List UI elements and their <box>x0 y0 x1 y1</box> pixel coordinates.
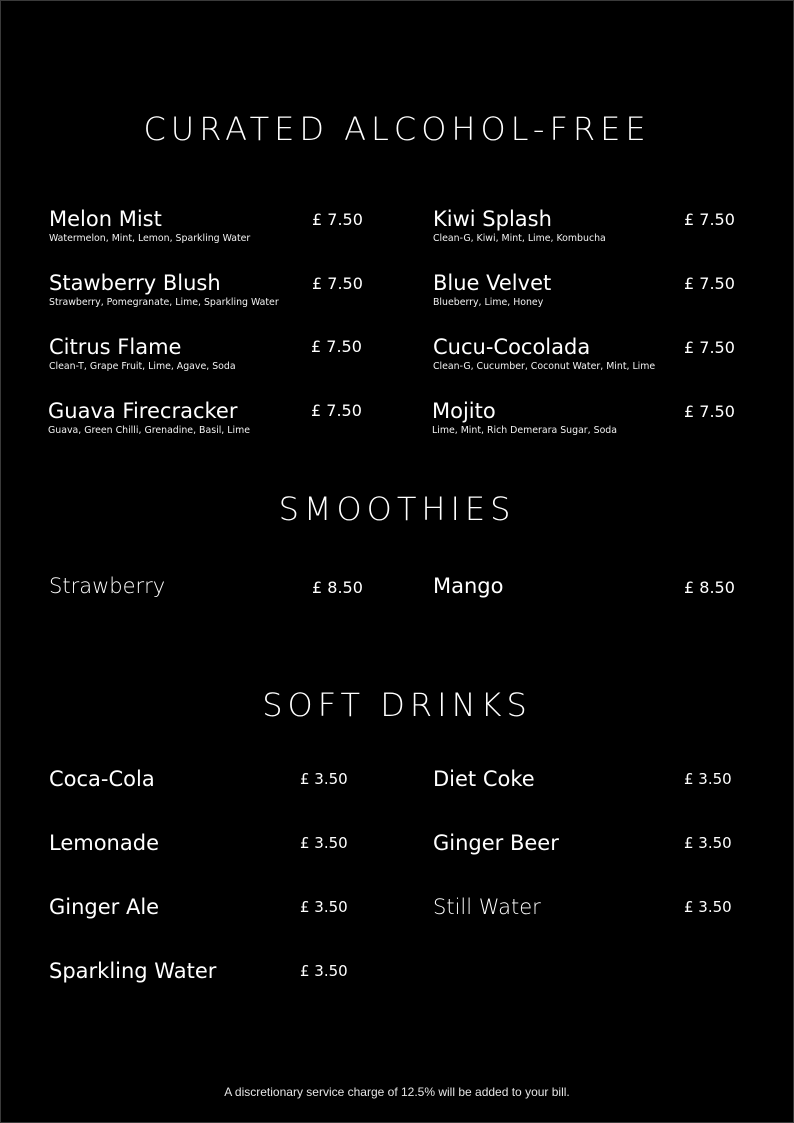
item-description: Watermelon, Mint, Lemon, Sparkling Water <box>49 233 251 244</box>
item-description: Clean-G, Cucumber, Coconut Water, Mint, Lime <box>433 361 656 372</box>
item-price: £ 3.50 <box>684 834 732 852</box>
item-price: £ 7.50 <box>684 210 735 229</box>
item-price: £ 8.50 <box>312 578 363 597</box>
menu-item-stawberry-blush <box>49 270 279 309</box>
menu-item-lemonade <box>49 830 159 856</box>
menu-item-melon-mist <box>49 206 250 245</box>
item-price: £ 7.50 <box>312 274 363 293</box>
item-name: Melon Mist <box>49 207 162 231</box>
item-price: £ 3.50 <box>300 898 348 916</box>
menu-item-sparkling-water <box>49 958 216 984</box>
item-name: Blue Velvet <box>433 271 552 295</box>
item-price: £ 7.50 <box>311 337 362 356</box>
item-price: £ 3.50 <box>684 770 732 788</box>
menu-item-guava-firecracker <box>48 398 250 437</box>
menu-item-citrus-flame <box>49 334 236 373</box>
menu-item-ginger-beer <box>433 830 559 856</box>
item-name: Mango <box>433 574 504 598</box>
item-description: Guava, Green Chilli, Grenadine, Basil, Lime <box>48 425 250 436</box>
item-price: £ 3.50 <box>300 962 348 980</box>
menu-item-coca-cola <box>49 766 155 792</box>
item-name: Mojito <box>432 399 496 423</box>
menu-item-strawberry <box>49 573 165 599</box>
item-name: Sparkling Water <box>49 959 217 983</box>
section-title-soft-drinks: SOFT DRINKS <box>262 686 532 724</box>
item-price: £ 7.50 <box>312 210 363 229</box>
item-price: £ 7.50 <box>684 402 735 421</box>
item-price: £ 3.50 <box>300 770 348 788</box>
item-description: Clean-G, Kiwi, Mint, Lime, Kombucha <box>433 233 606 244</box>
item-price: £ 3.50 <box>300 834 348 852</box>
menu-item-ginger-ale <box>49 894 159 920</box>
item-name: Lemonade <box>49 831 159 855</box>
item-name: Ginger Beer <box>433 831 559 855</box>
menu-item-mango <box>433 573 503 599</box>
item-name: Stawberry Blush <box>49 271 221 295</box>
item-description: Strawberry, Pomegranate, Lime, Sparkling Water <box>49 297 279 308</box>
item-price: £ 7.50 <box>684 338 735 357</box>
menu-item-diet-coke <box>433 766 535 792</box>
item-price: £ 3.50 <box>684 898 732 916</box>
item-name: Ginger Ale <box>49 895 160 919</box>
item-name: Kiwi Splash <box>433 207 552 231</box>
item-price: £ 7.50 <box>311 401 362 420</box>
service-charge-note: A discretionary service charge of 12.5% will be added to your bill. <box>224 1085 570 1099</box>
menu-item-blue-velvet <box>433 270 551 309</box>
item-description: Lime, Mint, Rich Demerara Sugar, Soda <box>432 425 618 436</box>
item-name: Strawberry <box>49 574 166 598</box>
item-name: Guava Firecracker <box>48 399 238 423</box>
menu-item-kiwi-splash <box>433 206 606 245</box>
menu-item-mojito <box>432 398 617 437</box>
menu-item-cucu-cocolada <box>433 334 655 373</box>
section-title-alcohol-free: CURATED ALCOHOL-FREE <box>143 110 651 148</box>
item-price: £ 7.50 <box>684 274 735 293</box>
item-description: Blueberry, Lime, Honey <box>433 297 544 308</box>
item-name: Citrus Flame <box>49 335 182 359</box>
item-name: Coca-Cola <box>49 767 155 791</box>
item-name: Still Water <box>433 895 541 919</box>
item-price: £ 8.50 <box>684 578 735 597</box>
item-description: Clean-T, Grape Fruit, Lime, Agave, Soda <box>49 361 236 372</box>
section-title-smoothies: SMOOTHIES <box>278 490 516 528</box>
item-name: Cucu-Cocolada <box>433 335 591 359</box>
menu-item-still-water <box>433 894 541 920</box>
item-name: Diet Coke <box>433 767 535 791</box>
